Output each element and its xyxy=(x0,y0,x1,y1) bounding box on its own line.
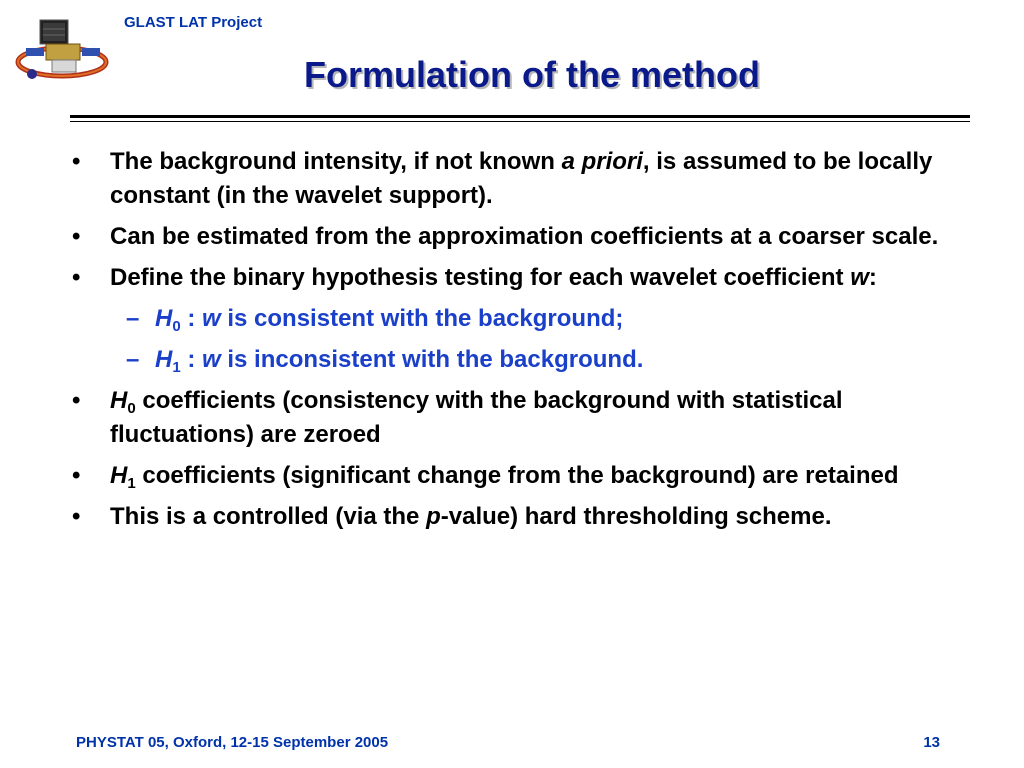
bullet-text: Can be estimated from the approximation coefficients at a coarser scale. xyxy=(110,223,939,250)
bullet-icon: • xyxy=(72,387,81,414)
bullet-emphasis: p xyxy=(426,503,441,530)
bullet-text: : xyxy=(868,264,877,291)
slide-title: Formulation of the method xyxy=(304,54,760,95)
bullet-text: -value) hard thresholding scheme. xyxy=(440,503,832,530)
page-number: 13 xyxy=(923,734,940,751)
bullet-emphasis: w xyxy=(850,264,869,291)
hypothesis-index: 0 xyxy=(127,400,136,417)
bullet-icon: • xyxy=(72,148,81,175)
dash-icon: – xyxy=(126,305,140,332)
hypothesis-symbol: H xyxy=(155,346,173,373)
bullet-emphasis: a priori xyxy=(561,148,643,175)
hypothesis-colon: : xyxy=(180,305,203,332)
bullet-item xyxy=(70,384,970,452)
hypothesis-item xyxy=(70,302,970,336)
bullet-text: coefficients (consistency with the background with statistical fluctuations) are zeroed xyxy=(110,387,843,448)
hypothesis-text: is consistent with the background; xyxy=(220,305,624,332)
bullet-icon: • xyxy=(72,503,81,530)
hypothesis-item xyxy=(70,343,970,377)
hypothesis-variable: w xyxy=(202,305,221,332)
bullet-item xyxy=(70,220,970,254)
bullet-item xyxy=(70,459,970,493)
hypothesis-symbol: H xyxy=(110,387,128,414)
hypothesis-symbol: H xyxy=(155,305,173,332)
dash-icon: – xyxy=(126,346,140,373)
hypothesis-symbol: H xyxy=(110,462,128,489)
bullet-icon: • xyxy=(72,264,81,291)
hypothesis-variable: w xyxy=(202,346,221,373)
slide-body xyxy=(70,145,970,541)
bullet-item xyxy=(70,261,970,295)
title-divider-thin xyxy=(70,121,970,122)
bullet-text: , is assumed to be locally constant (in the wavelet support). xyxy=(110,148,933,209)
bullet-text: coefficients (significant change from the background) are retained xyxy=(135,462,899,489)
bullet-item xyxy=(70,500,970,534)
hypothesis-index: 0 xyxy=(172,318,181,335)
bullet-text: Define the binary hypothesis testing for each wavelet coefficient xyxy=(110,264,851,291)
bullet-text: The background intensity, if not known xyxy=(110,148,562,175)
footer-conference: PHYSTAT 05, Oxford, 12-15 September 2005 xyxy=(76,734,389,751)
hypothesis-colon: : xyxy=(180,346,203,373)
hypothesis-index: 1 xyxy=(172,359,181,376)
project-label: GLAST LAT Project xyxy=(124,14,263,31)
hypothesis-index: 1 xyxy=(127,475,136,492)
bullet-item xyxy=(70,145,970,213)
bullet-text: This is a controlled (via the xyxy=(110,503,427,530)
hypothesis-text: is inconsistent with the background. xyxy=(220,346,644,373)
bullet-icon: • xyxy=(72,462,81,489)
bullet-icon: • xyxy=(72,223,81,250)
title-divider-thick xyxy=(70,115,970,118)
